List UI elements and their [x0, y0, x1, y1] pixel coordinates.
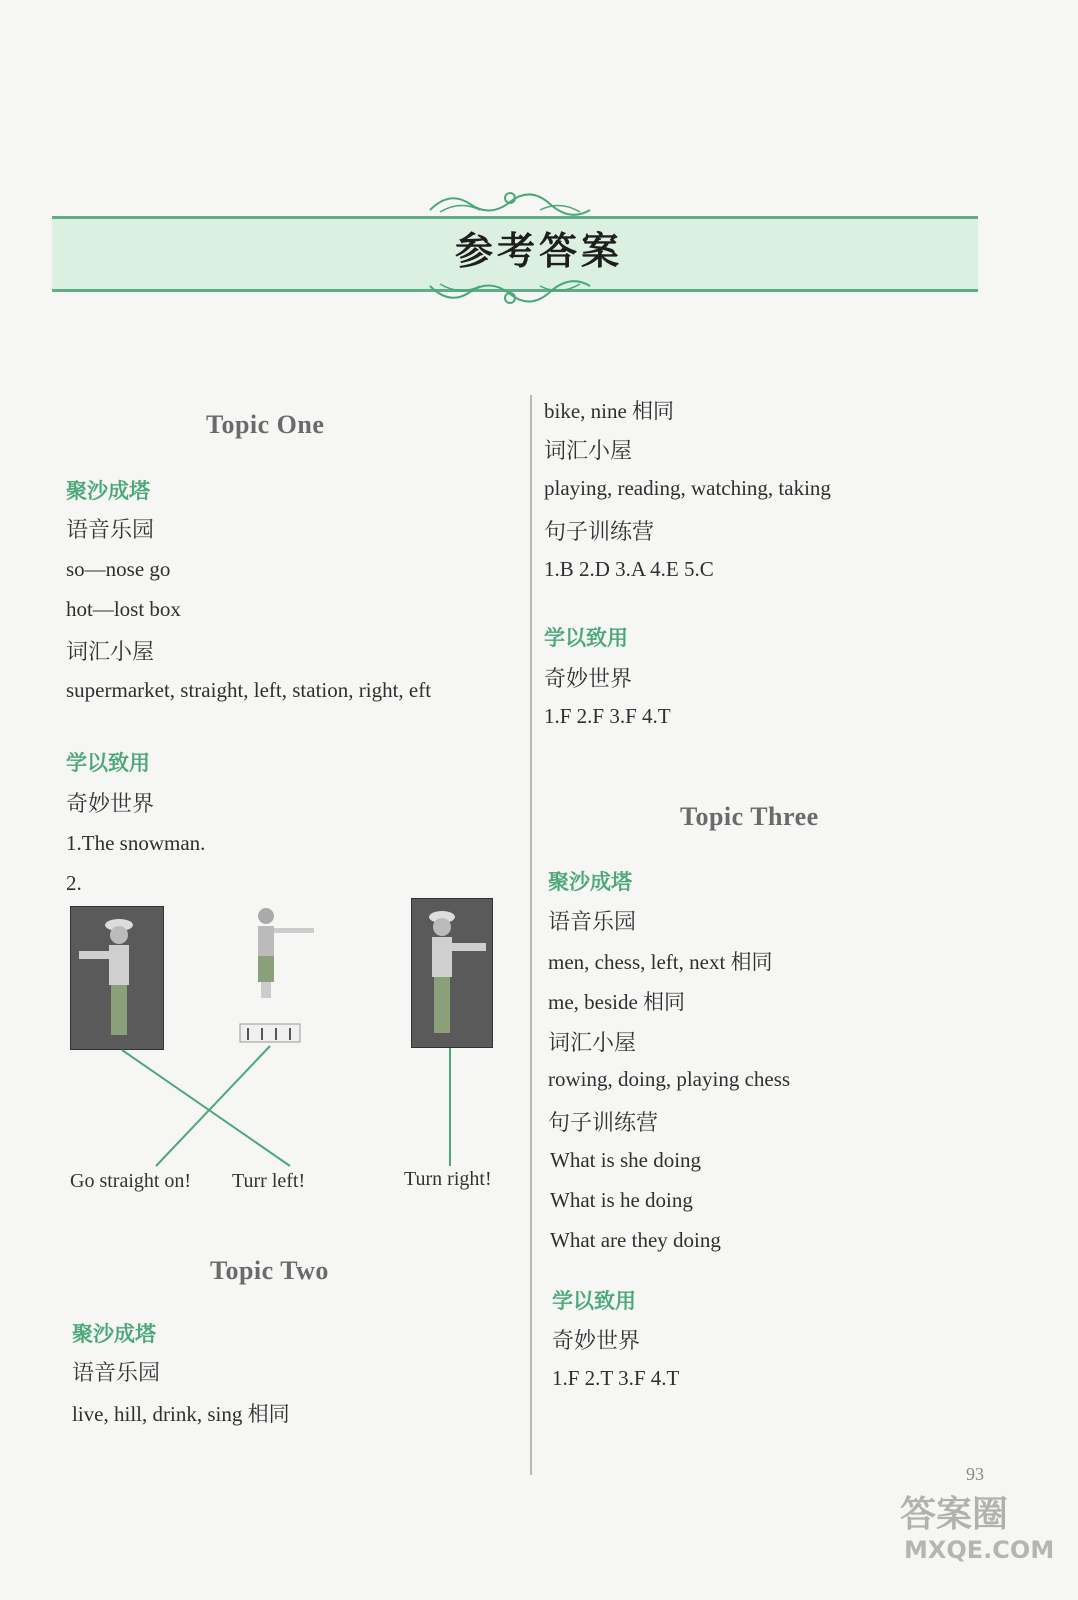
bottom-ornament-icon: [420, 280, 600, 306]
answer-line: 1.The snowman.: [66, 831, 206, 855]
page-title: 参考答案: [454, 229, 623, 273]
answer-line: What are they doing: [550, 1228, 721, 1252]
police-illustration-center: [236, 900, 326, 1050]
answer-line: supermarket, straight, left, station, right, eft: [66, 678, 432, 702]
subsection-heading: 语音乐园: [66, 518, 155, 543]
subsection-heading: 奇妙世界: [66, 792, 155, 817]
column-divider: [530, 395, 532, 1475]
caption-turn-left: Turr left!: [232, 1170, 306, 1192]
caption-turn-right: Turn right!: [404, 1168, 492, 1190]
top-ornament-icon: [420, 190, 600, 216]
section-heading: 学以致用: [552, 1289, 636, 1313]
answer-line: bike, nine 相同: [544, 399, 675, 423]
answer-line: so—nose go: [66, 557, 171, 581]
answer-line: What is she doing: [550, 1148, 702, 1172]
traffic-police-photo-left: [70, 906, 164, 1050]
page-number: 93: [966, 1464, 984, 1484]
answer-line: men, chess, left, next 相同: [548, 950, 773, 974]
section-heading: 聚沙成塔: [66, 479, 150, 503]
topic-two-title: Topic Two: [210, 1256, 329, 1285]
section-heading: 聚沙成塔: [548, 870, 632, 894]
watermark-url: MXQE.COM: [904, 1536, 1055, 1564]
answer-line: 1.F 2.T 3.F 4.T: [552, 1366, 680, 1390]
subsection-heading: 语音乐园: [548, 910, 637, 935]
answer-line: me, beside 相同: [548, 990, 686, 1014]
answer-line: rowing, doing, playing chess: [548, 1067, 791, 1091]
subsection-heading: 句子训练营: [548, 1111, 659, 1136]
section-heading: 学以致用: [66, 751, 150, 775]
subsection-heading: 词汇小屋: [548, 1031, 637, 1056]
answer-line: hot—lost box: [66, 597, 181, 621]
subsection-heading: 奇妙世界: [552, 1329, 641, 1354]
traffic-police-photo-right: [411, 898, 493, 1048]
answer-line: playing, reading, watching, taking: [544, 476, 831, 500]
subsection-heading: 奇妙世界: [544, 667, 633, 692]
subsection-heading: 词汇小屋: [66, 640, 155, 665]
answer-line: 2.: [66, 871, 82, 895]
subsection-heading: 句子训练营: [544, 520, 655, 545]
topic-three-title: Topic Three: [680, 802, 819, 831]
section-heading: 学以致用: [544, 626, 628, 650]
subsection-heading: 语音乐园: [72, 1361, 161, 1386]
caption-go-straight: Go straight on!: [70, 1170, 192, 1192]
answer-line: 1.F 2.F 3.F 4.T: [544, 704, 671, 728]
topic-one-title: Topic One: [206, 410, 325, 439]
watermark-logo: 答案圈: [900, 1494, 1009, 1535]
answer-line: 1.B 2.D 3.A 4.E 5.C: [544, 557, 714, 581]
answer-line: live, hill, drink, sing 相同: [72, 1402, 290, 1426]
subsection-heading: 词汇小屋: [544, 439, 633, 464]
section-heading: 聚沙成塔: [72, 1322, 156, 1346]
answer-line: What is he doing: [550, 1188, 693, 1212]
matching-lines: [60, 1040, 520, 1180]
